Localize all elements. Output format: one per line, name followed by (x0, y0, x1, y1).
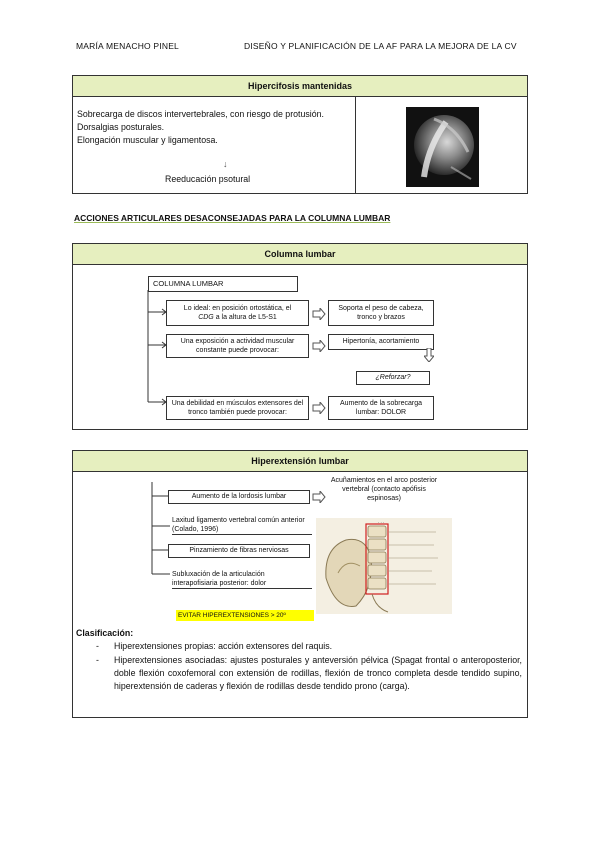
columna-result2b-box (356, 371, 430, 385)
section-heading: ACCIONES ARTICULARES DESACONSEJADAS PARA LA COLUMNA LUMBAR (74, 213, 391, 223)
columna-item3-box (166, 396, 309, 420)
hiperext-result1: Acuñamientos en el arco posterior vertebral (contacto apófisis espinosas) (330, 477, 438, 502)
down-arrow-icon (424, 348, 434, 362)
clasificacion-label: Clasificación: (76, 628, 134, 638)
lumbar-spine-illustration (316, 518, 452, 614)
columna-item3: Una debilidad en músculos extensores del tronco también puede provocar: (171, 400, 304, 416)
hiperext-item2: Laxitud ligamento vertebral común anterior (Colado, 1996) (172, 516, 312, 535)
columna-result1: Soporta el peso de cabeza, tronco y brazos (338, 305, 424, 321)
warning-text: EVITAR HIPEREXTENSIONES > 20º (178, 612, 286, 619)
diagram-title-box (148, 276, 298, 292)
hiperextension-title: Hiperextensión lumbar (73, 451, 527, 472)
columna-item2-box (166, 334, 309, 358)
warning-box (176, 610, 314, 621)
right-arrow-icon (312, 491, 326, 503)
cdg-text: CDG (198, 314, 214, 321)
bullet2-dash: - (96, 655, 99, 665)
hipercifosis-line1: Sobrecarga de discos intervertebrales, con riesgo de protusión. (77, 109, 324, 119)
hipercifosis-table (72, 75, 528, 194)
bullet2: Hiperextensiones asociadas: ajustes posturales y anteversión pélvica (Spagat frontal o anteroposterior, doble flexión coxofemoral con extensión de rodillas, flexión de tronco completa desde tendido supino, hiperextensión de caderas y flexión de rodillas desde tendido prono (carga). (114, 655, 522, 691)
hipercifosis-text (77, 108, 349, 147)
header-title: DISEÑO Y PLANIFICACIÓN DE LA AF PARA LA MEJORA DE LA CV (244, 41, 517, 51)
bullet1-dash: - (96, 641, 99, 651)
hipercifosis-line3: Elongación muscular y ligamentosa. (77, 135, 218, 145)
xray-image (406, 107, 479, 187)
columna-result2b: ¿Reforzar? (375, 374, 411, 381)
columna-result2: Hipertonía, acortamiento (342, 338, 420, 345)
columna-item1-box (166, 300, 309, 326)
diagram-title: COLUMNA LUMBAR (153, 279, 224, 288)
columna-result3-box (328, 396, 434, 420)
hipercifosis-title: Hipercifosis mantenidas (73, 76, 527, 97)
columna-lumbar-title: Columna lumbar (73, 244, 527, 265)
bullet1: Hiperextensiones propias: acción extensores del raquis. (114, 641, 333, 651)
hipercifosis-line2: Dorsalgias posturales. (77, 122, 165, 132)
hiperext-item3: Pinzamiento de fibras nerviosas (189, 547, 289, 554)
hipercifosis-down-arrow: ↓ (223, 159, 228, 169)
hiperext-item1-box (168, 490, 310, 504)
columna-result2-box (328, 334, 434, 350)
hipercifosis-result: Reeducación psotural (165, 174, 251, 184)
hiperext-item1: Aumento de la lordosis lumbar (191, 493, 287, 500)
header-author: MARÍA MENACHO PINEL (76, 41, 179, 51)
hiperext-item4: Subluxación de la articulación interapofisiaria posterior: dolor (172, 570, 312, 589)
columna-result3: Aumento de la sobrecarga lumbar: DOLOR (339, 400, 423, 416)
right-arrow-icon (312, 308, 326, 320)
hiperext-item3-box (168, 544, 310, 558)
columna-result1-box (328, 300, 434, 326)
hipercifosis-divider (355, 97, 356, 194)
right-arrow-icon (312, 340, 326, 352)
svg-text:· · ·: · · · (378, 520, 385, 525)
columna-item2: Una exposición a actividad muscular constante puede provocar: (180, 338, 295, 354)
columna-item1-a: Lo ideal: en posición ortostática, el (183, 305, 292, 312)
columna-item1-b-rest: a la altura de L5-S1 (213, 314, 277, 321)
right-arrow-icon (312, 402, 326, 414)
columna-item1-b (167, 313, 308, 322)
